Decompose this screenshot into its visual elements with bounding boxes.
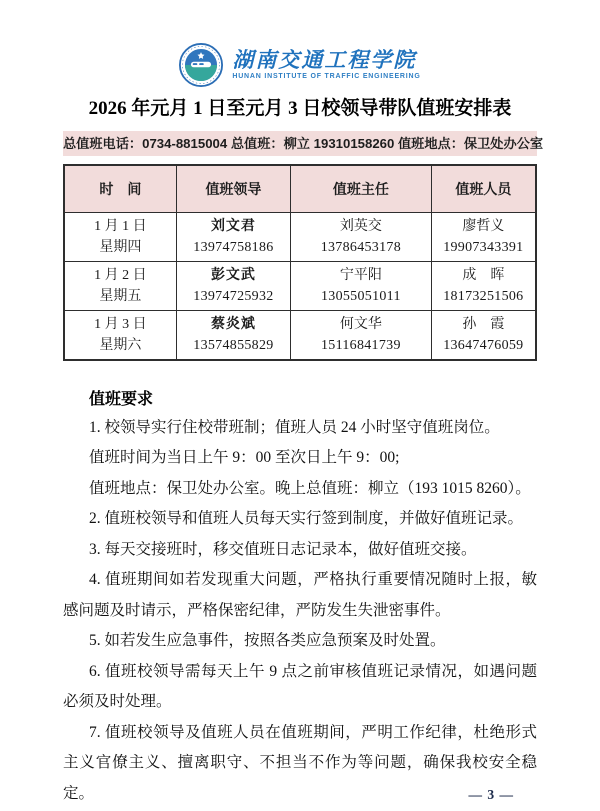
cell-date (64, 261, 176, 310)
staff-name: 廖哲义 (462, 218, 505, 234)
leader-phone: 13974758186 (193, 239, 274, 255)
school-logo (63, 40, 537, 90)
column-header-time: 时 间 (64, 165, 176, 212)
duty-schedule-table (63, 164, 537, 361)
school-name-cn: 湖南交通工程学院 (232, 48, 417, 72)
duty-requirements-section (63, 386, 537, 810)
staff-phone: 18173251506 (443, 288, 524, 304)
requirement-line: 4. 值班期间如若发现重大问题，严格执行重要情况随时上报，敏感问题及时请示，严格保密纪律，严防发生失泄密事件。 (63, 571, 537, 619)
school-name-block (232, 48, 420, 82)
director-phone: 13786453178 (320, 239, 402, 255)
leader-phone: 13574855829 (193, 337, 274, 353)
leader-name: 蔡炎斌 (210, 316, 256, 332)
requirement-line: 6. 值班校领导需每天上午 9 点之前审核值班记录情况，如遇问题必须及时处理。 (63, 662, 537, 710)
staff-phone: 13647476059 (443, 337, 524, 353)
director-phone: 15116841739 (320, 337, 401, 353)
staff-name: 孙 霞 (462, 316, 505, 332)
leader-name: 刘文君 (210, 218, 256, 234)
requirement-line: 3. 每天交接班时，移交值班日志记录本，做好值班交接。 (89, 540, 477, 558)
cell-duty-leader (176, 261, 290, 310)
table-row (64, 212, 536, 261)
requirements-heading: 值班要求 (89, 390, 154, 408)
director-name: 刘英交 (339, 218, 382, 234)
leader-phone: 13974725932 (193, 288, 274, 304)
director-name: 何文华 (339, 316, 382, 332)
director-phone: 13055051011 (320, 288, 401, 304)
cell-duty-director (291, 310, 432, 360)
date-text: 1 月 2 日 (94, 267, 147, 283)
weekday-text: 星期六 (99, 337, 142, 353)
leader-name: 彭文武 (210, 267, 256, 283)
page-number: — 3 — (468, 787, 514, 802)
director-name: 宁平阳 (339, 267, 382, 283)
duty-hotline-bar: 总值班电话：0734-8815004 总值班：柳立 19310158260 值班地点：保卫处办公室 (63, 131, 537, 156)
requirement-line: 7. 值班校领导及值班人员在值班期间，严明工作纪律，杜绝形式主义官僚主义、擅离职守、不担当不作为等问题，确保我校安全稳定。 (63, 723, 537, 802)
requirement-line: 值班时间为当日上午 9：00 至次日上午 9：00; (89, 449, 400, 466)
weekday-text: 星期四 (99, 239, 142, 255)
cell-duty-staff (431, 310, 536, 360)
cell-duty-staff (431, 212, 536, 261)
cell-date (64, 212, 176, 261)
table-row (64, 261, 536, 310)
requirement-line: 5. 如若发生应急事件，按照各类应急预案及时处置。 (89, 632, 446, 649)
school-name-en: HUNAN INSTITUTE OF TRAFFIC ENGINEERING (232, 73, 421, 80)
date-text: 1 月 1 日 (94, 218, 147, 234)
requirement-line: 值班地点：保卫处办公室。晚上总值班：柳立（193 1015 8260）。 (89, 479, 531, 497)
staff-phone: 19907343391 (443, 239, 524, 255)
column-header-duty-director: 值班主任 (291, 165, 432, 212)
staff-name: 成 晖 (462, 267, 505, 283)
school-emblem-icon (179, 43, 223, 87)
cell-duty-staff (431, 261, 536, 310)
table-row (64, 310, 536, 360)
cell-date (64, 310, 176, 360)
table-header-row (64, 165, 536, 212)
requirement-line: 2. 值班校领导和值班人员每天实行签到制度，并做好值班记录。 (89, 510, 524, 527)
date-text: 1 月 3 日 (94, 316, 147, 332)
column-header-duty-staff: 值班人员 (431, 165, 536, 212)
cell-duty-director (291, 212, 432, 261)
cell-duty-director (291, 261, 432, 310)
weekday-text: 星期五 (99, 288, 142, 304)
cell-duty-leader (176, 212, 290, 261)
requirement-line: 1. 校领导实行住校带班制；值班人员 24 小时坚守值班岗位。 (89, 418, 500, 436)
column-header-duty-leader: 值班领导 (176, 165, 290, 212)
document-title: 2026 年元月 1 日至元月 3 日校领导带队值班安排表 (88, 98, 512, 119)
cell-duty-leader (176, 310, 290, 360)
